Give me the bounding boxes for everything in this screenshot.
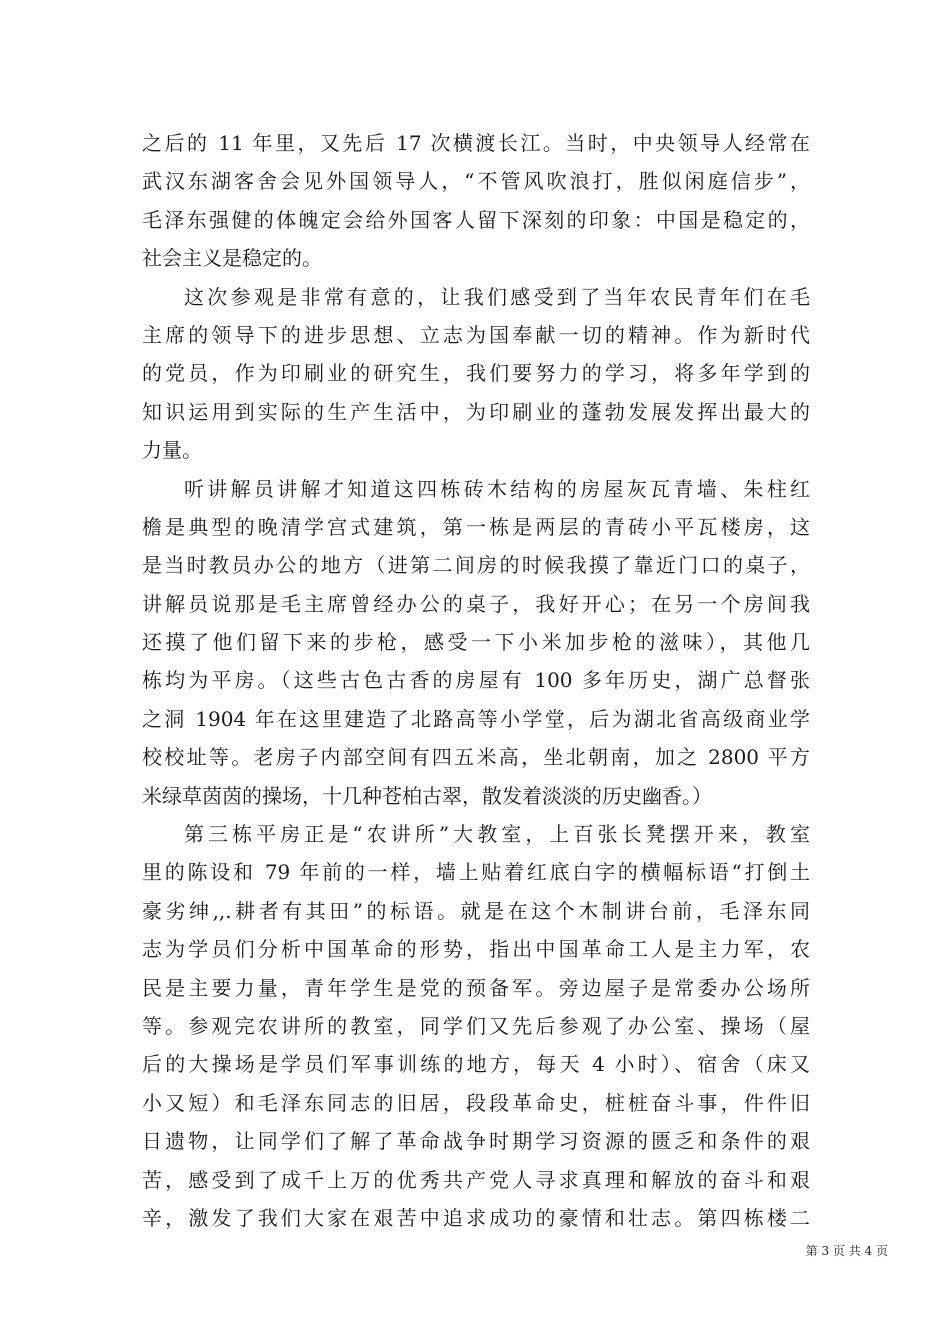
text-line: 豪劣绅,,.耕者有其田”的标语。就是在这个木制讲台前，毛泽东同 xyxy=(142,898,810,923)
text-line: 知识运用到实际的生产生活中，为印刷业的蓬勃发展发挥出最大的 xyxy=(142,399,810,424)
text-line: 毛泽东强健的体魄定会给外国客人留下深刻的印象：中国是稳定的， xyxy=(142,207,810,232)
text-line: 苦，感受到了成千上万的优秀共产党人寻求真理和解放的奋斗和艰 xyxy=(142,1167,810,1192)
text-line: 之洞 1904 年在这里建造了北路高等小学堂，后为湖北省高级商业学 xyxy=(142,706,810,731)
text-line: 檐是典型的晚清学宫式建筑，第一栋是两层的青砖小平瓦楼房，这 xyxy=(142,514,810,539)
paragraph xyxy=(142,124,810,278)
text-line: 校校址等。老房子内部空间有四五米高，坐北朝南，加之 2800 平方 xyxy=(142,745,810,770)
text-line: 是当时教员办公的地方（进第二间房的时候我摸了靠近门口的桌子， xyxy=(142,553,810,578)
text-line: 武汉东湖客舍会见外国领导人，“不管风吹浪打，胜似闲庭信步”， xyxy=(142,169,810,194)
text-line: 里的陈设和 79 年前的一样，墙上贴着红底白字的横幅标语“打倒土 xyxy=(142,860,810,885)
paragraph xyxy=(142,815,810,1237)
text-line: 听讲解员讲解才知道这四栋砖木结构的房屋灰瓦青墙、朱柱红 xyxy=(184,476,810,501)
text-line: 主席的领导下的进步思想、立志为国奉献一切的精神。作为新时代 xyxy=(142,322,810,347)
paragraph xyxy=(142,470,810,816)
text-line: 等。参观完农讲所的教室，同学们又先后参观了办公室、操场（屋 xyxy=(142,1013,810,1038)
page-number-footer: 第 3 页 共 4 页 xyxy=(805,1244,888,1258)
text-line: 力量。 xyxy=(142,438,202,463)
text-line: 之后的 11 年里，又先后 17 次横渡长江。当时，中央领导人经常在 xyxy=(142,131,810,155)
paragraph xyxy=(142,278,810,470)
text-line: 第三栋平房正是“农讲所”大教室，上百张长凳摆开来，教室 xyxy=(184,822,810,847)
text-line: 社会主义是稳定的。 xyxy=(142,246,322,271)
text-line: 这次参观是非常有意的，让我们感受到了当年农民青年们在毛 xyxy=(184,284,810,309)
text-line: 小又短）和毛泽东同志的旧居，段段革命史，桩桩奋斗事，件件旧 xyxy=(142,1090,810,1115)
text-line: 的党员，作为印刷业的研究生，我们要努力的学习，将多年学到的 xyxy=(142,361,810,386)
text-line: 民是主要力量，青年学生是党的预备军。旁边屋子是常委办公场所 xyxy=(142,975,810,1000)
text-line: 讲解员说那是毛主席曾经办公的桌子，我好开心；在另一个房间我 xyxy=(142,591,810,616)
text-line: 米绿草茵茵的操场，十几种苍柏古翠，散发着淡淡的历史幽香。） xyxy=(142,783,712,808)
document-body xyxy=(142,124,810,1237)
text-line: 还摸了他们留下来的步枪，感受一下小米加步枪的滋味），其他几 xyxy=(142,630,810,655)
text-line: 栋均为平房。（这些古色古香的房屋有 100 多年历史，湖广总督张 xyxy=(142,668,810,693)
text-line: 后的大操场是学员们军事训练的地方，每天 4 小时）、宿舍（床又 xyxy=(142,1052,810,1077)
text-line: 志为学员们分析中国革命的形势，指出中国革命工人是主力军，农 xyxy=(142,937,810,962)
text-line: 辛，激发了我们大家在艰苦中追求成功的豪情和壮志。第四栋楼二 xyxy=(142,1205,810,1230)
text-line: 日遗物，让同学们了解了革命战争时期学习资源的匮乏和条件的艰 xyxy=(142,1129,810,1154)
